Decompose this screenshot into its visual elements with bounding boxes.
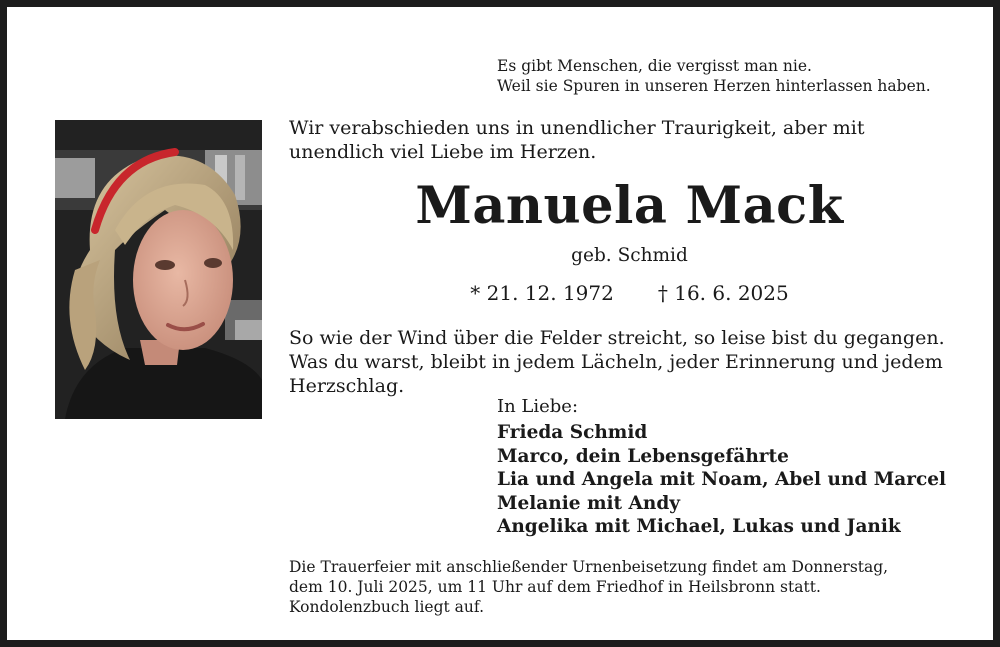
deceased-name: Manuela Mack — [415, 176, 844, 236]
service-line-1: Die Trauerfeier mit anschließender Urnenbeisetzung findet am Donnerstag, — [289, 558, 889, 576]
service-info — [289, 557, 888, 617]
poem-line-3: Herzschlag. — [289, 375, 405, 397]
poem-line-1: So wie der Wind über die Felder streicht, so leise bist du gegangen. — [289, 327, 945, 349]
intro-line-1: Wir verabschieden uns in unendlicher Traurigkeit, aber mit — [289, 117, 865, 139]
mourner-name: Melanie mit Andy — [497, 492, 681, 514]
birth-date: * 21. 12. 1972 — [470, 281, 614, 305]
mourner-name: Frieda Schmid — [497, 422, 648, 443]
intro-line-2: unendlich viel Liebe im Herzen. — [289, 141, 597, 163]
portrait-illustration — [55, 120, 262, 419]
quote-line-1: Es gibt Menschen, die vergisst man nie. — [497, 57, 812, 75]
poem-text — [289, 326, 945, 398]
poem-line-2: Was du warst, bleibt in jedem Lächeln, jeder Erinnerung und jedem — [289, 351, 943, 373]
portrait-photo — [55, 120, 262, 419]
service-line-3: Kondolenzbuch liegt auf. — [289, 598, 485, 616]
life-dates — [297, 280, 962, 306]
mourners-heading: In Liebe: — [497, 396, 579, 417]
mourner-name: Marco, dein Lebensgefährte — [497, 445, 789, 467]
mourner-name: Angelika mit Michael, Lukas und Janik — [497, 516, 901, 537]
opening-quote — [497, 56, 931, 96]
mourner-name: Lia und Angela mit Noam, Abel und Marcel — [497, 469, 947, 490]
intro-text — [289, 116, 864, 164]
service-line-2: dem 10. Juli 2025, um 11 Uhr auf dem Friedhof in Heilsbronn statt. — [289, 578, 821, 596]
quote-line-2: Weil sie Spuren in unseren Herzen hinterlassen haben. — [497, 77, 931, 95]
mourners-list — [497, 421, 946, 539]
death-date: † 16. 6. 2025 — [657, 281, 789, 305]
birth-name: geb. Schmid — [571, 245, 688, 266]
